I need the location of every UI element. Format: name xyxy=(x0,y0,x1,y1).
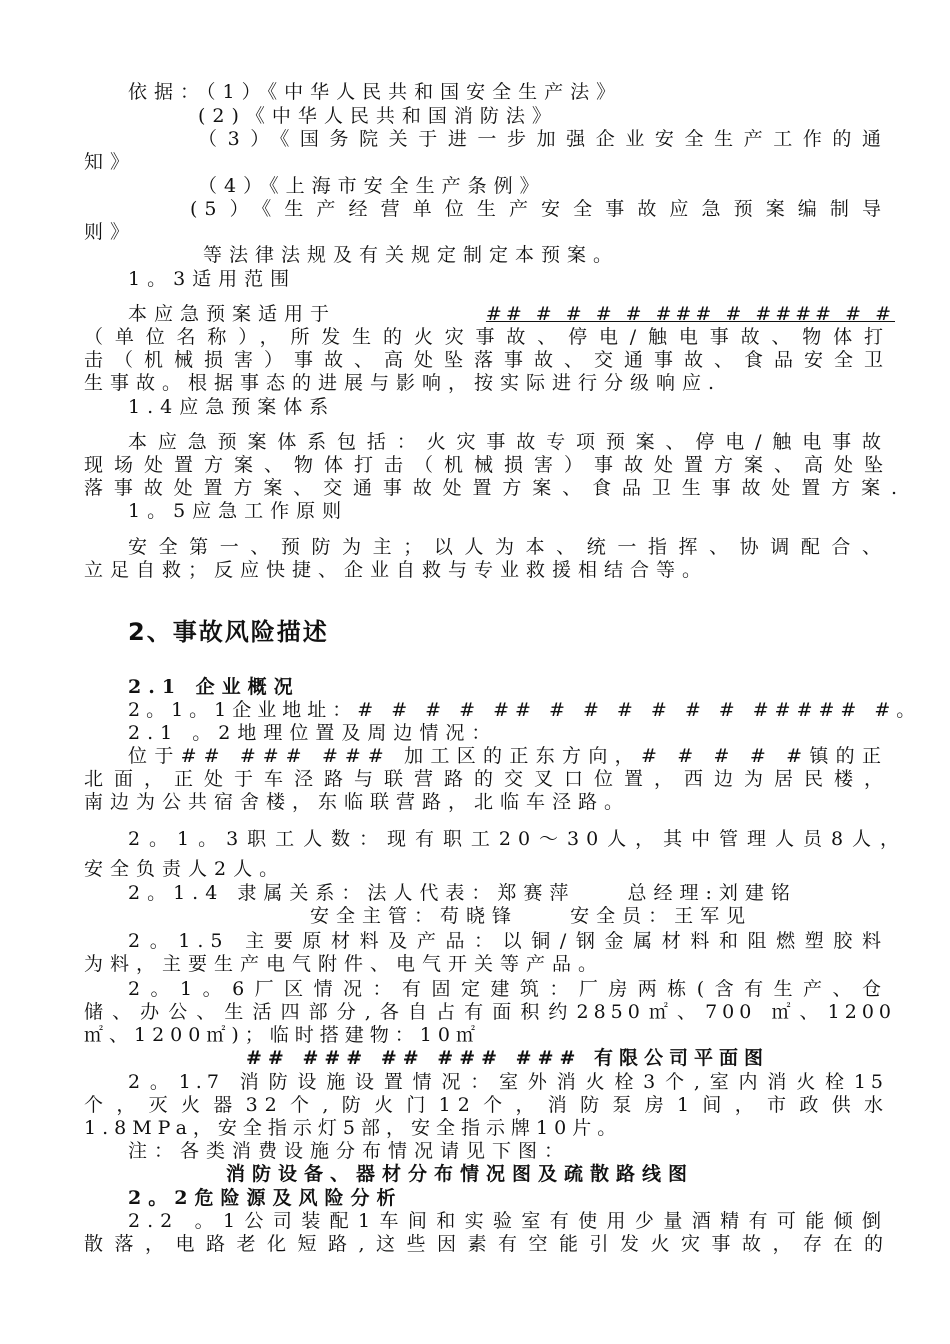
basis-line-1: 依据：（1）《中华人民共和国安全生产法》 xyxy=(128,81,623,103)
basis-line-5b: 则》 xyxy=(84,221,137,243)
basis-line-6: 等法律法规及有关规定制定本预案。 xyxy=(203,244,620,266)
basis-line-4: （4）《上海市安全生产条例》 xyxy=(198,175,546,197)
principle-line-2: 立足自救；反应快捷、企业自救与专业救援相结合等。 xyxy=(84,559,709,581)
figure-caption: 消防设备、器材分布情况图及疏散路线图 xyxy=(226,1163,695,1185)
system-line-3: 落事故处置方案、交通事故处置方案、食品卫生事故处置方案. xyxy=(84,477,904,499)
chapter-2-heading: 2、事故风险描述 xyxy=(128,618,329,646)
system-line-2: 现场处置方案、物体打击（机械损害）事故处置方案、高处坠 xyxy=(84,454,890,476)
site-line-1: 2。1。6厂区情况：有固定建筑：厂房两栋(含有生产、仓 xyxy=(128,978,888,1000)
geo-line-2: 北面，正处于车泾路与联营路的交叉口位置，西边为居民楼， xyxy=(84,768,890,790)
site-line-3: ㎡、1200㎡)；临时搭建物：10㎡ xyxy=(84,1024,481,1046)
section-2-1-title: 2.1 企业概况 xyxy=(128,676,300,698)
basis-line-5: (5）《生产经营单位生产安全事故应急预案编制导 xyxy=(190,198,888,220)
geo-title: 2.1 。2地理位置及周边情况： xyxy=(128,722,498,744)
scope-line-2: （单位名称），所发生的火灾事故、停电/触电事故、物体打 xyxy=(84,326,890,348)
basis-line-2: (2)《中华人民共和国消防法》 xyxy=(198,105,558,127)
risk-line-1: 2.2 。1公司装配1车间和实验室有使用少量酒精有可能倾倒 xyxy=(128,1210,888,1232)
materials-line-2: 为料，主要生产电气附件、电气开关等产品。 xyxy=(84,953,605,975)
site-plan-caption: ## ### ## ### ### 有限公司平面图 xyxy=(246,1047,770,1069)
geo-line-3: 南边为公共宿舍楼，东临联营路，北临车泾路。 xyxy=(84,791,631,813)
scope-line-1a: 本应急预案适用于 xyxy=(128,303,337,325)
fire-line-2: 个，灭火器32个,防火门12个，消防泵房1间，市政供水 xyxy=(84,1094,890,1116)
staff-line-1: 2。1。3职工人数：现有职工20～30人，其中管理人员8人， xyxy=(128,828,906,850)
fire-line-3: 1.8MPa，安全指示灯5部，安全指示牌10片。 xyxy=(84,1117,623,1139)
relation-line-2: 安全主管：苟晓锋 安全员：王军见 xyxy=(310,905,753,927)
principle-line-1: 安全第一、预防为主；以人为本、统一指挥、协调配合、 xyxy=(128,536,888,558)
section-1-4-title: 1.4应急预案体系 xyxy=(128,396,336,418)
site-line-2: 储、办公、生活四部分,各自占有面积约2850㎡、700 ㎡、1200 xyxy=(84,1001,896,1023)
section-2-2-title: 2。2危险源及风险分析 xyxy=(128,1187,403,1209)
fire-note: 注：各类消费设施分布情况请见下图： xyxy=(128,1140,571,1162)
risk-line-2: 散落，电路老化短路,这些因素有空能引发火灾事故，存在的 xyxy=(84,1233,890,1255)
basis-line-3b: 知》 xyxy=(84,151,137,173)
staff-line-2: 安全负责人2人。 xyxy=(84,858,286,880)
materials-line-1: 2。1.5 主要原材料及产品：以铜/钢金属材料和阻燃塑胶料 xyxy=(128,930,888,952)
scope-line-4: 生事故。根据事态的进展与影响，按实际进行分级响应. xyxy=(84,372,722,394)
section-1-3-title: 1。3适用范围 xyxy=(128,268,297,290)
unit-name-blank: ## # # # # ### # #### # # xyxy=(485,303,895,325)
relation-line-1: 2。1.4 隶属关系：法人代表：郑赛萍 总经理:刘建铭 xyxy=(128,882,797,904)
basis-line-3: （3）《国务院关于进一步加强企业安全生产工作的通 xyxy=(198,128,888,150)
company-address: 2。1。1企业地址：# # # # ## # # # # # # ##### #。 xyxy=(128,699,922,721)
scope-line-3: 击（机械损害）事故、高处坠落事故、交通事故、食品安全卫 xyxy=(84,349,890,371)
geo-line-1: 位于## ### ### 加工区的正东方向，# # # # #镇的正 xyxy=(128,745,888,767)
fire-line-1: 2。1.7 消防设施设置情况：室外消火栓3个,室内消火栓15 xyxy=(128,1071,888,1093)
system-line-1: 本应急预案体系包括：火灾事故专项预案、停电/触电事故 xyxy=(128,431,888,453)
section-1-5-title: 1。5应急工作原则 xyxy=(128,500,349,522)
